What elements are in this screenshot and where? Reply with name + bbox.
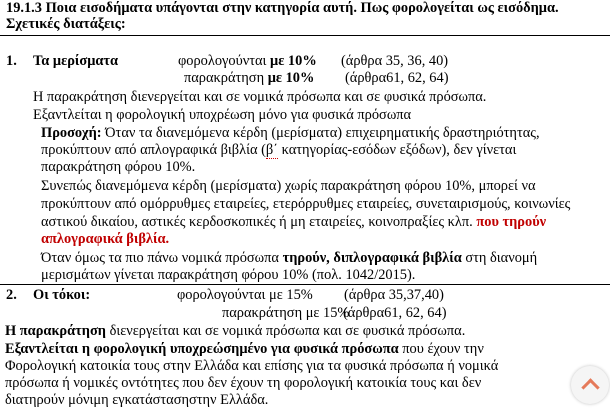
section2-paragraph	[5, 322, 465, 340]
section2-paragraph	[5, 340, 484, 358]
section1-consequence-line: Συνεπώς διανεμόμενα κέρδη (μερίσματα) χωρίς παρακράτηση φόρου 10%, μπορεί να	[41, 178, 536, 194]
doubleentry-text: στη διανομή	[461, 250, 538, 266]
section1-doubleentry-line	[41, 249, 537, 267]
section2-number: 2.	[6, 287, 17, 303]
section2-paragraph: πρόσωπα ή νομικές οντότητες που δεν έχουν τη φορολογική κατοικία τους και δεν	[5, 375, 482, 391]
section1-note-line: παρακράτηση φόρου 10%.	[41, 159, 196, 175]
section2-paragraph: Φορολογική κατοικία τους στην Ελλάδα και επίσης για τα φυσικά πρόσωπα ή νομικά	[5, 358, 499, 374]
note-text-spellcheck: β΄	[265, 142, 279, 158]
section1-tax-articles: (άρθρα 35, 36, 40)	[341, 53, 449, 69]
section2-bold-text: Εξαντλείται η φορολογική υποχρεώσημένο για φυσικά πρόσωπα	[5, 341, 399, 357]
section1-tax-line	[178, 52, 317, 70]
tax-prefix: φορολογούνται	[178, 53, 271, 69]
note-text: κατηγορίας-εσόδων εξόδων), δεν γίνεται	[278, 142, 517, 158]
section2-withholding-articles: (άρθρα61, 62, 64)	[343, 305, 447, 321]
section1-number: 1.	[6, 53, 17, 69]
section1-consequence-line: προκύπτουν από ομόρρυθμες εταιρείες, ετερόρρυθμες εταιρείες, συνεταιρισμούς, κοινωνίες	[41, 196, 571, 212]
consequence-text: αστικού δικαίου, αστικές κερδοσκοπικές ή μη εταιρείες, κοινοπραξίες κλπ.	[41, 214, 477, 230]
note-text: Όταν τα διανεμόμενα κέρδη (μερίσματα) επιχειρηματικής δραστηριότητας,	[101, 125, 540, 141]
section1-doubleentry-line: μερισμάτων γίνεται παρακράτηση φόρου 10% (πολ. 1042/2015).	[41, 267, 416, 283]
section2-title: Οι τόκοι:	[33, 287, 91, 303]
section2-tax-articles: (άρθρα 35,37,40)	[344, 287, 444, 303]
section2-bold-text: Η παρακράτηση	[5, 323, 106, 339]
section1-paragraph: Η παρακράτηση διενεργείται και σε νομικά πρόσωπα και σε φυσικά πρόσωπα.	[33, 89, 487, 105]
doubleentry-bold: τηρούν, διπλογραφικά βιβλία	[282, 250, 462, 266]
note-label: Προσοχή:	[41, 125, 102, 141]
section1-paragraph: Εξαντλείται η φορολογική υποχρέωση μόνο για φυσικά πρόσωπα	[33, 107, 412, 123]
chevron-up-icon	[581, 378, 599, 396]
doubleentry-text: Όταν όμως τα πιο πάνω νομικά πρόσωπα	[41, 250, 283, 266]
section2-withholding-line: παρακράτηση με 15%	[222, 305, 350, 321]
document-subheading: Σχετικές διατάξεις:	[6, 16, 126, 32]
section2-text: διενεργείται και σε νομικά πρόσωπα και σε φυσικά πρόσωπα.	[105, 323, 466, 339]
section2-paragraph: διατηρούν μόνιμη εγκατάστασηστην Ελλάδα.	[5, 392, 269, 408]
tax-rate: με 10%	[270, 53, 317, 69]
withholding-prefix: παρακράτηση	[184, 70, 268, 86]
section1-withholding-line	[184, 69, 314, 87]
withholding-rate: με 10%	[267, 70, 315, 86]
section1-highlight-line: απλογραφικά βιβλία.	[41, 231, 170, 247]
document-heading: 19.1.3 Ποια εισοδήματα υπάγονται στην κατηγορία αυτή. Πως φορολογείται ως εισόδημα.	[6, 0, 559, 16]
section1-note-line	[41, 124, 540, 142]
section1-note-line	[41, 141, 516, 159]
section1-consequence-line	[41, 213, 546, 231]
highlight-text: που τηρούν	[476, 214, 547, 230]
section2-tax-line: φορολογούνται με 15%	[177, 287, 313, 303]
section1-withholding-articles: (άρθρα61, 62, 64)	[345, 70, 449, 86]
section1-title: Τα μερίσματα	[33, 53, 119, 69]
divider	[0, 35, 610, 36]
section2-text: που έχουν την	[398, 341, 484, 357]
scroll-to-top-button[interactable]	[571, 366, 609, 404]
divider	[0, 284, 610, 285]
note-text: προκύπτουν από απλογραφικά βιβλία (	[41, 142, 266, 158]
